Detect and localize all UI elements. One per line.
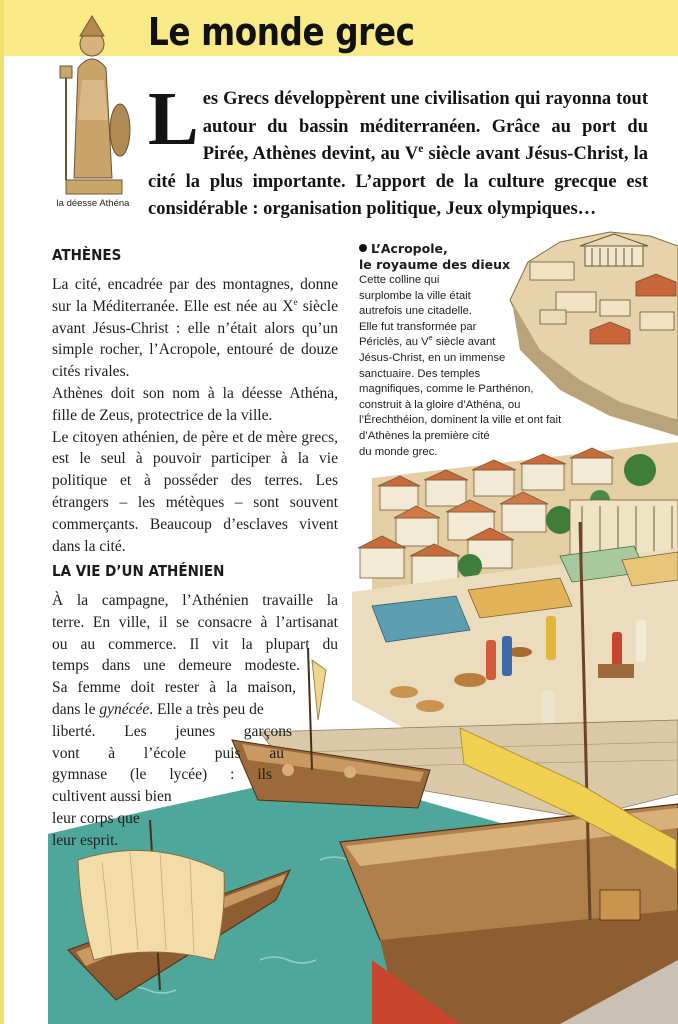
athenes-text [52,274,338,557]
athena-statue-illustration [52,10,134,210]
bullet-icon [359,244,367,252]
intro-paragraph [148,77,648,224]
section-heading-vie: LA VIE D’UN ATHÉNIEN [52,562,225,580]
statue-caption: la déesse Athéna [56,198,130,209]
athenes-paragraph-1: La cité, encadrée par des montagnes, donne sur la Méditerranée. Elle est née au Xe siècle avant Jésus-Christ : elle n’était alors qu’un simple rocher, l’Acropole, entouré de douze cités rivales. [52,276,338,381]
intro-text-2: siècle avant Jésus-Christ, la cité la plus importante. L’apport de la culture grecque est considérable : organisation politique, Jeux olympiques… [148,144,648,219]
drop-cap: L [148,77,199,161]
athenes-paragraph-2: Athènes doit son nom à la déesse Athéna, fille de Zeus, protectrice de la ville. [52,384,338,424]
vie-line: leur esprit. [52,831,119,849]
acropole-heading: L’Acropole, le royaume des dieux [359,241,511,272]
intro-sup: e [418,142,424,155]
vie-line: vont à l’école puis au [52,744,284,762]
vie-text [52,590,338,852]
vie-line: terre. En ville, il se consacre à l’artisanat [52,613,338,631]
gynecee-term: gynécée [99,700,150,718]
vie-line: dans le gynécée. Elle a très peu de [52,700,264,718]
acropole-caption: Cette colline qui surplombe la ville était autrefois une citadelle. Elle fut transformée par Périclès, au Ve siècle avant Jésus-Christ, en un immense sanctuaire. Des temples magnifiques, comme le Parthénon, construit à la gloire d’Athéna, ou l’Érechthéion, dominent la ville et ont fait d’Athènes la première cité du monde grec. [359,274,562,458]
vie-line: cultivent aussi bien [52,788,172,806]
page-title: Le monde grec [148,10,415,54]
acropolis-illustration [510,232,678,436]
vie-line: gymnase (le lycée) : ils [52,766,272,784]
section-heading-athenes: ATHÈNES [52,246,122,264]
vie-line: temps dans une demeure modeste. [52,657,300,675]
intro-text-1: es Grecs développèrent une civilisation qui rayonna tout autour du bassin méditerranéen. Grâce au port du Pirée, Athènes devint, au V [202,89,648,164]
vie-line: À la campagne, l’Athénien travaille la [52,592,338,609]
vie-line: liberté. Les jeunes garçons [52,722,292,740]
vie-line: leur corps que [52,809,140,827]
vie-line: Sa femme doit rester à la maison, [52,679,296,697]
athenes-paragraph-3: Le citoyen athénien, de père et de mère grecs, est le seul à pouvoir participer à la vie politique et à posséder des terres. Les étrangers – les métèques – sont souvent commerçants. Beaucoup d’esclaves vivent dans la cité. [52,428,338,555]
vie-line: ou au commerce. Il vit la plupart du [52,635,338,653]
